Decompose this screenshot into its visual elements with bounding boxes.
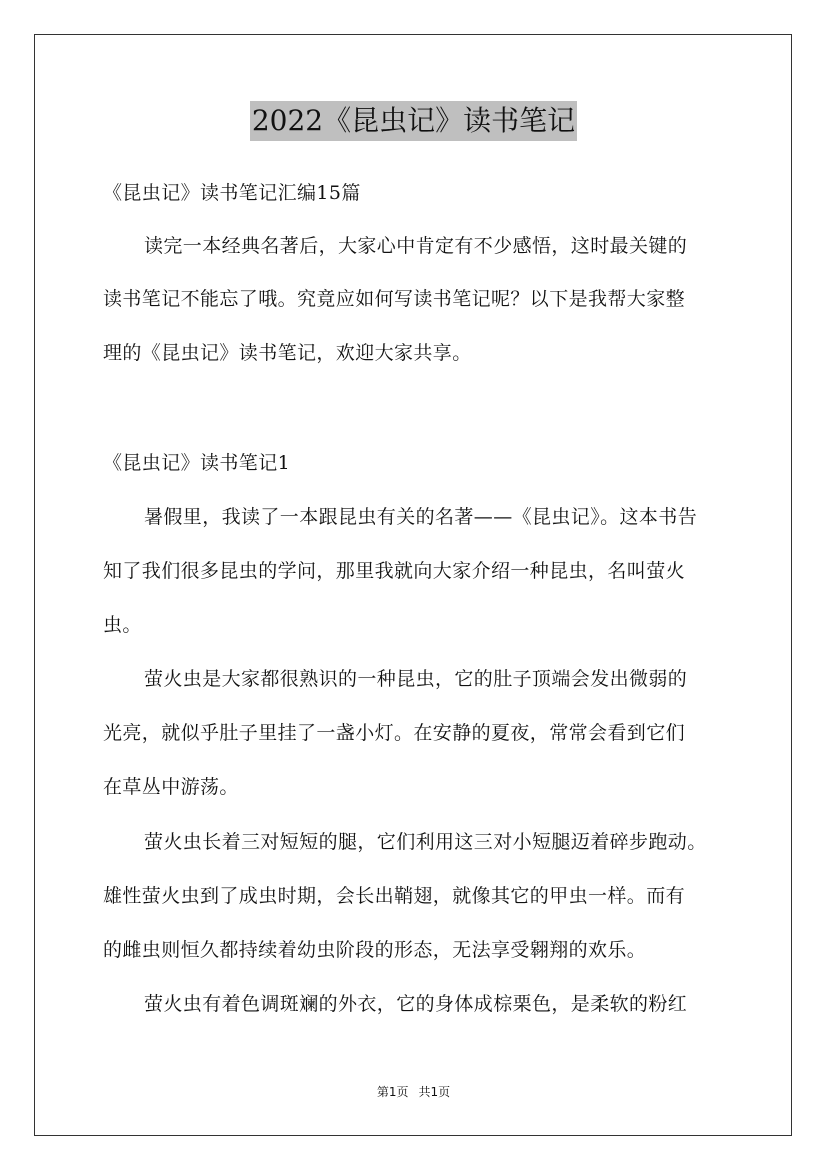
document-subtitle: 《昆虫记》读书笔记汇编15篇	[103, 182, 361, 204]
intro-line-2: 读书笔记不能忘了哦。究竟应如何写读书笔记呢？以下是我帮大家整	[103, 288, 686, 310]
page-number-total: 共1页	[418, 1085, 451, 1099]
paragraph2-line-1: 萤火虫是大家都很熟识的一种昆虫，它的肚子顶端会发出微弱的	[144, 668, 688, 690]
paragraph1-line-2: 知了我们很多昆虫的学问，那里我就向大家介绍一种昆虫，名叫萤火	[103, 560, 686, 582]
paragraph4-line-1: 萤火虫有着色调斑斓的外衣，它的身体成棕栗色，是柔软的粉红	[144, 993, 688, 1015]
paragraph3-line-3: 的雌虫则恒久都持续着幼虫阶段的形态，无法享受翱翔的欢乐。	[103, 939, 647, 961]
paragraph3-line-2: 雄性萤火虫到了成虫时期，会长出鞘翅，就像其它的甲虫一样。而有	[103, 885, 686, 907]
paragraph2-line-3: 在草丛中游荡。	[103, 776, 239, 798]
paragraph1-line-3: 虫。	[103, 614, 142, 636]
page-footer	[0, 1084, 827, 1100]
paragraph1-line-1: 暑假里，我读了一本跟昆虫有关的名著——《昆虫记》。这本书告	[144, 506, 698, 528]
paragraph3-line-1: 萤火虫长着三对短短的腿，它们利用这三对小短腿迈着碎步跑动。	[144, 831, 707, 853]
page-number-current: 第1页	[376, 1085, 409, 1099]
intro-line-1: 读完一本经典名著后，大家心中肯定有不少感悟，这时最关键的	[144, 235, 688, 257]
section-heading: 《昆虫记》读书笔记1	[103, 452, 291, 474]
intro-line-3: 理的《昆虫记》读书笔记，欢迎大家共享。	[103, 342, 472, 364]
paragraph2-line-2: 光亮，就似乎肚子里挂了一盏小灯。在安静的夏夜，常常会看到它们	[103, 722, 686, 744]
document-title: 2022《昆虫记》读书笔记	[250, 101, 577, 141]
title-container	[0, 101, 827, 141]
